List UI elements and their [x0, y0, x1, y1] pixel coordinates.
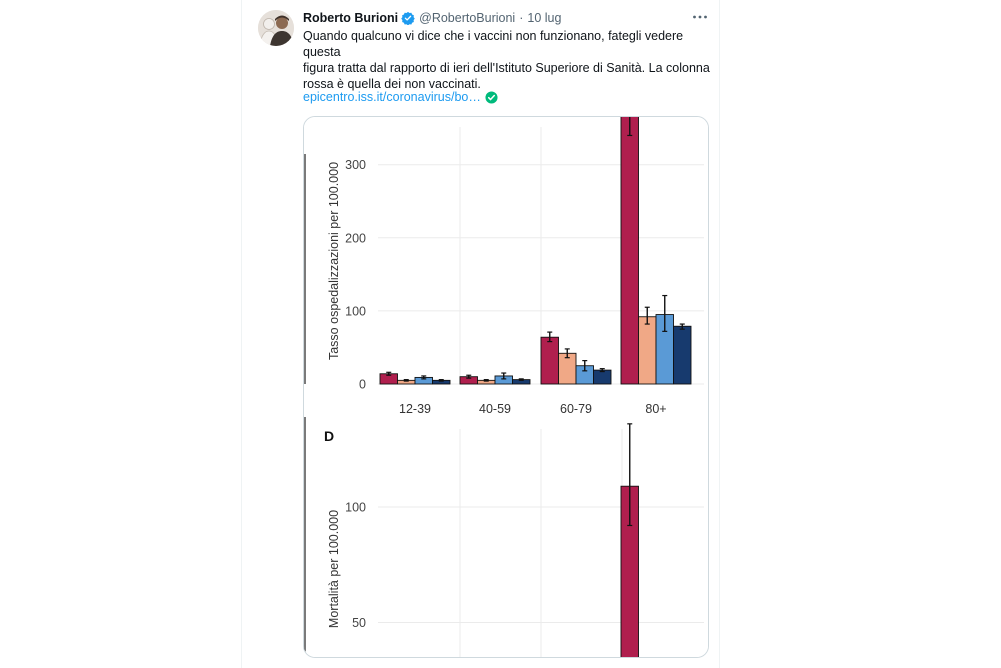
check-circle-icon: [485, 91, 498, 104]
author-name[interactable]: Roberto Burioni: [303, 11, 399, 25]
bar: [594, 370, 612, 384]
tweet-media-image[interactable]: [303, 116, 709, 658]
tweet-timestamp[interactable]: 10 lug: [527, 11, 562, 25]
tweet-link[interactable]: epicentro.iss.it/coronavirus/bo…: [303, 90, 481, 104]
x-tick-label: 40-59: [479, 402, 511, 416]
more-horizontal-icon[interactable]: [689, 7, 711, 27]
author-handle[interactable]: @RobertoBurioni: [419, 11, 516, 25]
y-tick-label: 100: [345, 500, 366, 515]
verified-badge-icon: [401, 11, 415, 25]
tweet[interactable]: [242, 0, 721, 668]
y-tick-label: 100: [345, 304, 366, 319]
bar: [621, 117, 639, 384]
tweet-text-line: Quando qualcuno vi dice che i vaccini non funzionano, fategli vedere questa: [303, 29, 684, 59]
y-tick-label: 200: [345, 231, 366, 246]
bar-chart: [304, 117, 708, 657]
x-tick-label: 60-79: [560, 402, 592, 416]
tweet-text: [303, 28, 715, 92]
tweet-text-line: rossa è quella dei non vaccinati.: [303, 77, 481, 91]
y-tick-label: 50: [352, 616, 366, 630]
tweet-link-row: [303, 90, 498, 104]
x-tick-label: 80+: [645, 402, 667, 416]
timeline-column: [241, 0, 720, 668]
y-axis-label: Mortalità per 100.000: [327, 509, 341, 629]
y-axis-label: Tasso ospedalizzazioni per 100.000: [327, 161, 341, 361]
bar: [541, 337, 559, 384]
panel-label: D: [324, 428, 335, 444]
x-tick-label: 12-39: [399, 402, 431, 416]
bar: [674, 326, 692, 384]
tweet-text-line: figura tratta dal rapporto di ieri dell'Istituto Superiore di Sanità. La colonna: [303, 61, 710, 75]
tweet-header: [303, 9, 709, 27]
y-tick-label: 300: [345, 158, 366, 173]
y-tick-label: 0: [359, 377, 366, 392]
separator-dot: ·: [519, 11, 524, 25]
bar: [639, 317, 657, 384]
avatar[interactable]: [258, 10, 294, 46]
